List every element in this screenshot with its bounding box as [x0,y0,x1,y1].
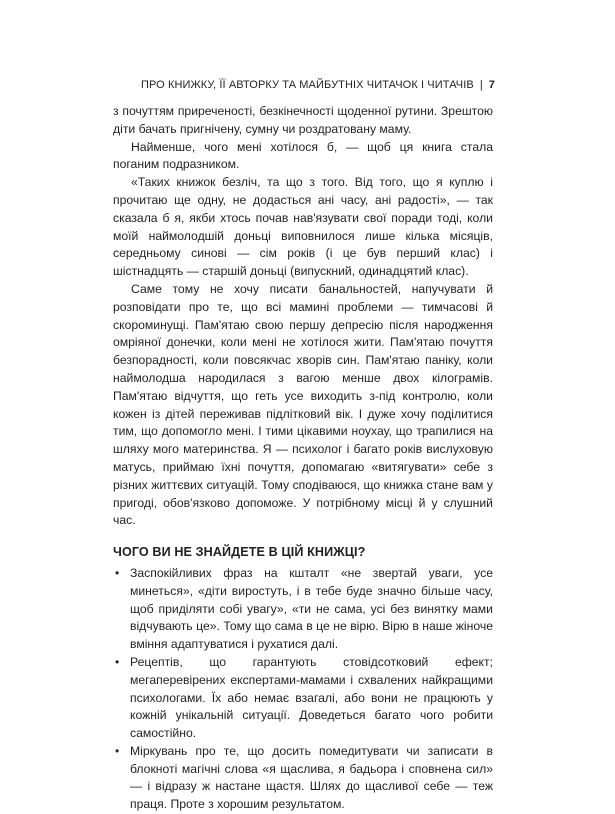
list-item [113,565,493,654]
section-heading: ЧОГО ВИ НЕ ЗНАЙДЕТЕ В ЦІЙ КНИЖЦІ? [113,545,366,560]
list-item [113,654,493,743]
paragraph: Найменше, чого мені хотілося б, — щоб ця книга стала поганим подразником. [113,139,493,172]
list-item [113,743,493,814]
header-title: ПРО КНИЖКУ, ЇЇ АВТОРКУ ТА МАЙБУТНІХ ЧИТАЧОК І ЧИТАЧІВ [140,79,474,91]
list-item-text: Рецептів, що гарантують стовідсотковий ефект; мегаперевірених експертами-мамами і схвалених найкращими психологами. Їх або немає взагалі, або вони не працюють у кожній унікальній ситуації. Доведеться багато чого робити самостійно. [130,654,493,741]
page-body [113,103,493,814]
list-item-text: Заспокійливих фраз на кшталт «не звертай уваги, усе минеться», «діти виростуть, і в тебе буде значно більше часу, щоб приділяти собі увагу», «ти не сама, усі без винятку мами відчувають це». Тому що сама в це не вірю. Вірю в наше жіноче вміння адаптуватися і рухатися далі. [130,565,493,652]
bullet-list [113,565,493,814]
page-number: 7 [488,79,495,91]
bullet-icon: • [115,743,120,758]
paragraph: Саме тому не хочу писати банальностей, напучувати й розповідати про те, що всі мамині проблеми — тимчасові й скороминущі. Пам'ятаю свою першу депресію після народження омріяної донечки, коли мені не хотілося жити. Пам'ятаю почуття безпорадності, коли повсякчас хворів син. Пам'ятаю паніку, коли наймолодша народилася з вагою менше двох кілограмів. Пам'ятаю відчуття, що геть усе виходить з-під контролю, коли кожен із дітей переживав підлітковий вік. І дуже хочу поділитися тим, що допомогло мені. І тими цікавими ноухау, що трапилися на шляху мого материнства. Я — психолог і багато років вислуховую матусь, приймаю їхні почуття, допомагаю «витягувати» себе з різних життєвих ситуацій. Тому сподіваюся, що книжка стане вам у пригоді, обов'язково допоможе. У потрібному місці й у слушний час. [113,281,493,528]
bullet-icon: • [115,565,120,580]
paragraph: «Таких книжок безліч, та що з того. Від того, що я куплю і прочитаю ще одну, не додасться ані часу, ані радості», — так сказала б я, якби хтось почав нав'язувати свої поради тоді, коли моїй наймолодшій доньці виповнилося лише кілька місяців, середньому синові — сім років (і це був перший клас) і шістнадцять — старшій доньці (випускний, одинадцятий клас). [113,175,493,279]
bullet-icon: • [115,654,120,669]
paragraph-continuation: з почуттям приреченості, безкінечності щоденної рутини. Зрештою діти бачать пригнічену, сумну чи роздратовану маму. [113,104,493,136]
running-header [125,79,495,91]
header-separator: | [479,79,483,91]
list-item-text: Міркувань про те, що досить помедитувати чи записати в блокноті магічні слова «я щаслива, я бадьора і сповнена сил» — і відразу ж настане щастя. Шлях до щасливої себе — теж праця. Проте з хорошим результатом. [130,743,493,812]
